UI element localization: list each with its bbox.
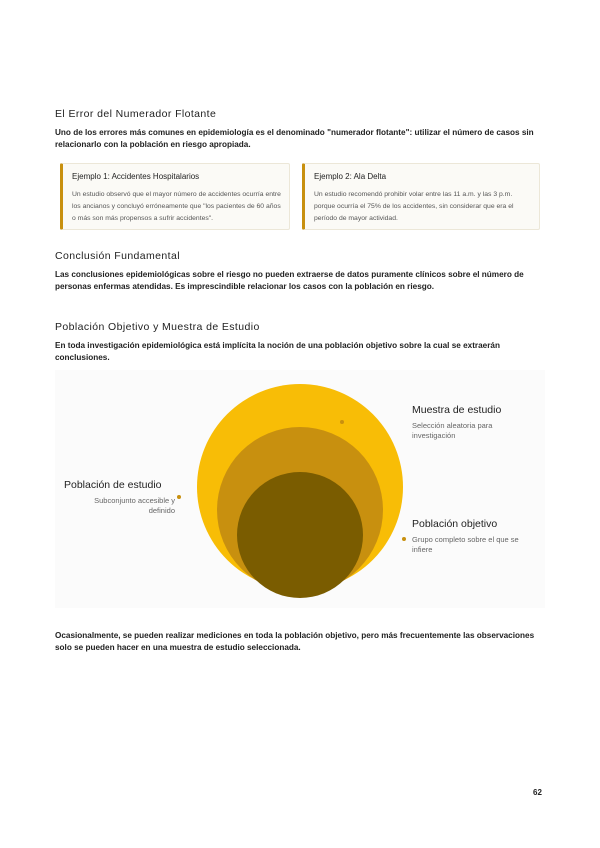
label-poblacion-estudio-title: Población de estudio [64, 479, 162, 491]
section-heading-numerador: El Error del Numerador Flotante [55, 108, 217, 120]
section-body-numerador: Uno de los errores más comunes en epidemiología es el denominado "numerador flotante": utilizar el número de casos sin relacionarlo con la población en riesgo apropiada. [55, 128, 534, 149]
section-heading-conclusion: Conclusión Fundamental [55, 250, 180, 262]
label-muestra-sub: Selección aleatoria para investigación [412, 421, 493, 440]
example-card-1-text: Un estudio observó que el mayor número de accidentes ocurría entre los ancianos y concluyó erróneamente que "los pacientes de 60 años o más son más propensos a sufrir accidentes". [72, 191, 281, 222]
label-poblacion-estudio-sub: Subconjunto accesible y definido [94, 496, 175, 515]
label-muestra-title: Muestra de estudio [412, 404, 502, 416]
poblacion-estudio-marker-dot [177, 495, 181, 499]
example-card-1-title: Ejemplo 1: Accidentes Hospitalarios [72, 172, 200, 181]
section-body-conclusion: Las conclusiones epidemiológicas sobre el riesgo no pueden extraerse de datos puramente clínicos sobre el número de personas enfermas atendidas. Es imprescindible relacionar los casos con la población en riesgo. [55, 270, 524, 291]
example-card-2-text: Un estudio recomendó prohibir volar entre las 11 a.m. y las 3 p.m. porque ocurría el 75% de los accidentes, sin considerar que era el período de mayor actividad. [314, 191, 514, 222]
section-heading-poblacion: Población Objetivo y Muestra de Estudio [55, 321, 260, 333]
section-body-poblacion: En toda investigación epidemiológica está implícita la noción de una población objetivo sobre la cual se extraerán conclusiones. [55, 341, 500, 362]
label-poblacion-objetivo-sub: Grupo completo sobre el que se infiere [412, 535, 519, 554]
label-poblacion-objetivo-title: Población objetivo [412, 518, 498, 530]
poblacion-objetivo-marker-dot [402, 537, 406, 541]
muestra-marker-dot [340, 420, 344, 424]
inner-circle [237, 472, 363, 598]
closing-paragraph: Ocasionalmente, se pueden realizar mediciones en toda la población objetivo, pero más frecuentemente las observaciones solo se pueden hacer en una muestra de estudio seleccionada. [55, 631, 535, 652]
example-card-2-title: Ejemplo 2: Ala Delta [314, 172, 387, 181]
page-number: 62 [533, 788, 542, 797]
